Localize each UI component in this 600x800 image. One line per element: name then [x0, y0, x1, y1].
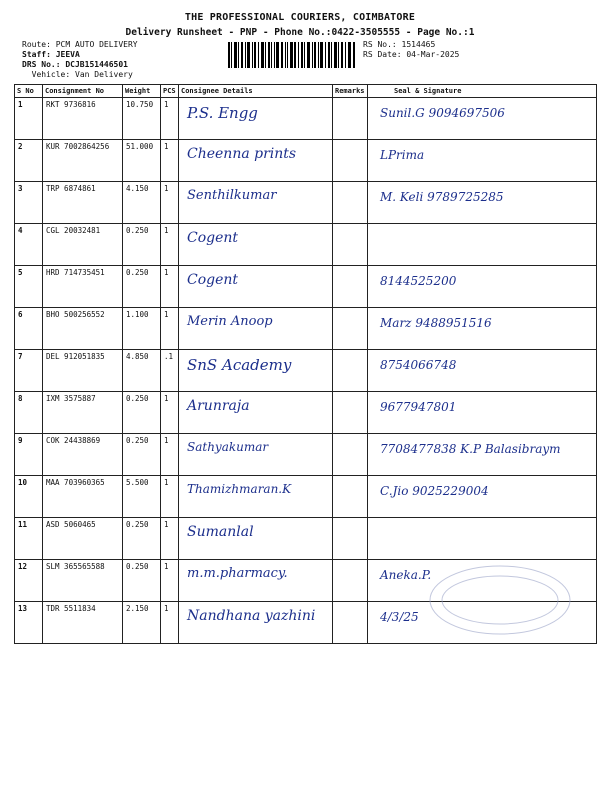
row-consignee-handwriting: Cheenna prints: [187, 146, 297, 162]
row-pcs: 1: [161, 266, 179, 308]
row-sno: 13: [15, 602, 43, 644]
row-remarks: [333, 182, 368, 224]
row-consignment-no: SLM 365565588: [43, 560, 123, 602]
row-sno: 10: [15, 476, 43, 518]
row-weight: 10.750: [123, 98, 161, 140]
row-pcs: 1: [161, 182, 179, 224]
row-consignee-handwriting: SnS Academy: [187, 356, 292, 374]
row-remarks: [333, 350, 368, 392]
vehicle-label: Vehicle:: [31, 70, 71, 79]
row-signature-handwriting: 8144525200: [380, 274, 457, 288]
table-row: [15, 602, 597, 644]
row-signature-handwriting: Marz 9488951516: [380, 316, 492, 330]
row-consignment-no: MAA 703960365: [43, 476, 123, 518]
row-consignee-handwriting: Senthilkumar: [187, 188, 277, 203]
row-weight: 0.250: [123, 518, 161, 560]
rs-date-label: RS Date:: [363, 50, 402, 59]
company-title: THE PROFESSIONAL COURIERS, COIMBATORE: [184, 12, 416, 23]
table-row: [15, 98, 597, 140]
col-weight-header: Weight: [123, 85, 161, 98]
row-pcs: .1: [161, 350, 179, 392]
row-pcs: 1: [161, 140, 179, 182]
row-sno: 9: [15, 434, 43, 476]
row-remarks: [333, 476, 368, 518]
col-consignment-header: Consignment No: [43, 85, 123, 98]
row-remarks: [333, 560, 368, 602]
row-consignee-cell: [179, 476, 333, 518]
row-consignment-no: DEL 912051835: [43, 350, 123, 392]
row-pcs: 1: [161, 308, 179, 350]
row-consignment-no: CGL 20032481: [43, 224, 123, 266]
row-signature-cell: [368, 182, 597, 224]
row-signature-cell: [368, 434, 597, 476]
col-remarks-header: Remarks: [333, 85, 368, 98]
row-signature-handwriting: M. Keli 9789725285: [380, 190, 504, 204]
row-signature-handwriting: Aneka.P.: [380, 568, 432, 582]
table-row: [15, 140, 597, 182]
row-signature-handwriting: 9677947801: [380, 400, 457, 414]
row-sno: 11: [15, 518, 43, 560]
table-row: [15, 518, 597, 560]
row-consignment-no: RKT 9736816: [43, 98, 123, 140]
row-consignee-handwriting: Cogent: [187, 230, 239, 246]
row-remarks: [333, 602, 368, 644]
row-pcs: 1: [161, 476, 179, 518]
vehicle-value: Van Delivery: [75, 70, 133, 79]
route-label: Route:: [22, 40, 51, 49]
row-consignee-handwriting: m.m.pharmacy.: [187, 566, 288, 581]
rs-no-value: 1514465: [401, 40, 436, 49]
row-consignee-cell: [179, 434, 333, 476]
table-row: [15, 224, 597, 266]
row-signature-handwriting: Sunil.G 9094697506: [380, 106, 505, 120]
row-consignee-handwriting: Sathyakumar: [187, 440, 269, 454]
row-consignee-handwriting: Thamizhmaran.K: [187, 482, 292, 496]
row-remarks: [333, 434, 368, 476]
row-weight: 4.150: [123, 182, 161, 224]
col-sno-header: S No: [15, 85, 43, 98]
row-consignee-handwriting: P.S. Engg: [187, 104, 258, 122]
row-signature-cell: [368, 224, 597, 266]
drs-label: DRS No.:: [22, 60, 61, 69]
row-consignee-handwriting: Sumanlal: [187, 524, 254, 540]
row-consignee-cell: [179, 140, 333, 182]
row-remarks: [333, 98, 368, 140]
table-row: [15, 434, 597, 476]
row-consignee-handwriting: Arunraja: [187, 398, 250, 414]
row-consignee-cell: [179, 266, 333, 308]
row-signature-cell: [368, 266, 597, 308]
row-weight: 51.000: [123, 140, 161, 182]
col-signature-header: Seal & Signature: [368, 85, 597, 98]
row-sno: 6: [15, 308, 43, 350]
runsheet-table: [14, 84, 597, 644]
row-weight: 0.250: [123, 224, 161, 266]
route-meta: [22, 40, 138, 80]
table-row: [15, 266, 597, 308]
row-weight: 0.250: [123, 434, 161, 476]
table-row: [15, 560, 597, 602]
table-row: [15, 476, 597, 518]
row-pcs: 1: [161, 602, 179, 644]
row-pcs: 1: [161, 98, 179, 140]
staff-label: Staff:: [22, 50, 51, 59]
staff-value: JEEVA: [55, 50, 80, 59]
row-consignee-handwriting: Merin Anoop: [187, 314, 273, 329]
rs-no-label: RS No.:: [363, 40, 397, 49]
rs-date-value: 04-Mar-2025: [406, 50, 460, 59]
table-row: [15, 350, 597, 392]
route-value: PCM AUTO DELIVERY: [55, 40, 138, 49]
row-consignee-cell: [179, 224, 333, 266]
row-signature-cell: [368, 140, 597, 182]
row-signature-cell: [368, 476, 597, 518]
barcode: [228, 42, 356, 68]
row-consignment-no: IXM 3575887: [43, 392, 123, 434]
row-sno: 7: [15, 350, 43, 392]
row-consignment-no: COK 24438869: [43, 434, 123, 476]
row-consignee-cell: [179, 560, 333, 602]
row-pcs: 1: [161, 392, 179, 434]
rs-meta: [363, 40, 459, 60]
runsheet-subtitle: Delivery Runsheet - PNP - Phone No.:0422-3505555 - Page No.:1: [125, 27, 475, 38]
row-consignee-cell: [179, 518, 333, 560]
row-consignee-cell: [179, 308, 333, 350]
col-pcs-header: PCS: [161, 85, 179, 98]
row-consignee-handwriting: Cogent: [187, 272, 239, 288]
row-pcs: 1: [161, 560, 179, 602]
row-remarks: [333, 392, 368, 434]
row-pcs: 1: [161, 434, 179, 476]
row-remarks: [333, 266, 368, 308]
row-signature-cell: [368, 350, 597, 392]
row-pcs: 1: [161, 224, 179, 266]
row-consignee-cell: [179, 602, 333, 644]
table-header-row: [15, 85, 597, 98]
row-signature-handwriting: 8754066748: [380, 358, 457, 372]
row-sno: 12: [15, 560, 43, 602]
row-consignment-no: TDR 5511834: [43, 602, 123, 644]
row-signature-cell: [368, 518, 597, 560]
table-row: [15, 308, 597, 350]
row-remarks: [333, 140, 368, 182]
row-sno: 3: [15, 182, 43, 224]
drs-value: DCJB151446501: [65, 60, 128, 69]
row-sno: 4: [15, 224, 43, 266]
row-consignment-no: BHO 500256552: [43, 308, 123, 350]
row-signature-cell: [368, 560, 597, 602]
row-consignment-no: TRP 6874861: [43, 182, 123, 224]
table-row: [15, 392, 597, 434]
row-signature-cell: [368, 98, 597, 140]
col-consignee-header: Consignee Details: [179, 85, 333, 98]
row-consignee-cell: [179, 350, 333, 392]
row-remarks: [333, 518, 368, 560]
row-consignee-handwriting: Nandhana yazhini: [187, 608, 316, 624]
row-sno: 8: [15, 392, 43, 434]
row-signature-cell: [368, 308, 597, 350]
row-signature-cell: [368, 602, 597, 644]
row-signature-cell: [368, 392, 597, 434]
row-weight: 5.500: [123, 476, 161, 518]
row-pcs: 1: [161, 518, 179, 560]
row-remarks: [333, 308, 368, 350]
row-remarks: [333, 224, 368, 266]
row-weight: 0.250: [123, 392, 161, 434]
table-row: [15, 182, 597, 224]
row-weight: 2.150: [123, 602, 161, 644]
row-signature-handwriting: 4/3/25: [380, 610, 419, 624]
row-signature-handwriting: 7708477838 K.P Balasibraym: [380, 442, 561, 456]
row-signature-handwriting: LPrima: [380, 148, 425, 162]
row-consignee-cell: [179, 98, 333, 140]
row-weight: 1.100: [123, 308, 161, 350]
row-sno: 5: [15, 266, 43, 308]
row-consignment-no: HRD 714735451: [43, 266, 123, 308]
row-signature-handwriting: C.Jio 9025229004: [380, 484, 489, 498]
row-consignment-no: ASD 5060465: [43, 518, 123, 560]
row-sno: 1: [15, 98, 43, 140]
row-consignee-cell: [179, 182, 333, 224]
row-weight: 0.250: [123, 266, 161, 308]
row-consignee-cell: [179, 392, 333, 434]
row-consignment-no: KUR 7002864256: [43, 140, 123, 182]
row-weight: 0.250: [123, 560, 161, 602]
row-weight: 4.850: [123, 350, 161, 392]
row-sno: 2: [15, 140, 43, 182]
